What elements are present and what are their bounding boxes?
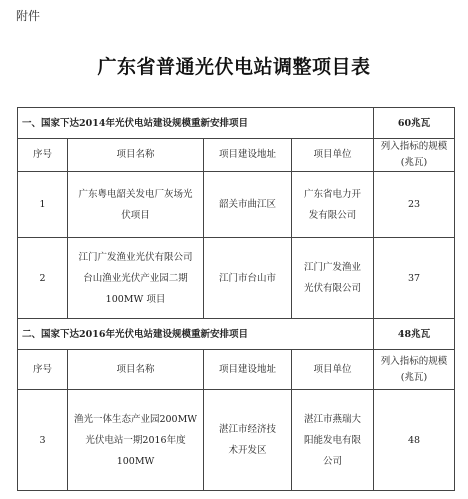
cell-project-name: 江门广发渔业光伏有限公司 台山渔业光伏产业园二期 100MW 项目 (68, 238, 204, 319)
table-row (18, 390, 455, 491)
column-header-row (18, 139, 455, 172)
cell-no: 2 (18, 238, 68, 319)
cell-address: 韶关市曲江区 (204, 172, 292, 238)
section-total: 60兆瓦 (374, 108, 455, 139)
table-row (18, 238, 455, 319)
col-header-address: 项目建设地址 (204, 139, 292, 172)
column-header-row (18, 350, 455, 390)
cell-unit: 江门广发渔业 光伏有限公司 (292, 238, 374, 319)
col-header-no: 序号 (18, 350, 68, 390)
col-header-address: 项目建设地址 (204, 350, 292, 390)
col-header-unit: 项目单位 (292, 350, 374, 390)
attachment-label: 附件 (16, 9, 41, 23)
cell-project-name: 广东粤电韶关发电厂灰场光 伏项目 (68, 172, 204, 238)
col-header-unit: 项目单位 (292, 139, 374, 172)
cell-address: 江门市台山市 (204, 238, 292, 319)
cell-project-name: 渔光一体生态产业园200MW 光伏电站一期2016年度 100MW (68, 390, 204, 491)
col-header-name: 项目名称 (68, 350, 204, 390)
cell-scale: 37 (374, 238, 455, 319)
col-header-scale: 列入指标的规模(兆瓦) (374, 350, 455, 390)
cell-scale: 23 (374, 172, 455, 238)
section-total: 48兆瓦 (374, 319, 455, 350)
cell-unit: 湛江市燕瑞大 阳能发电有限 公司 (292, 390, 374, 491)
cell-address: 湛江市经济技 术开发区 (204, 390, 292, 491)
table-row (18, 172, 455, 238)
cell-no: 3 (18, 390, 68, 491)
col-header-scale: 列入指标的规模(兆瓦) (374, 139, 455, 172)
col-header-name: 项目名称 (68, 139, 204, 172)
section-header-row (18, 108, 455, 139)
page-title: 广东省普通光伏电站调整项目表 (97, 56, 371, 78)
project-table (17, 107, 455, 491)
section-title: 一、国家下达2014年光伏电站建设规模重新安排项目 (18, 108, 374, 139)
col-header-no: 序号 (18, 139, 68, 172)
cell-scale: 48 (374, 390, 455, 491)
cell-no: 1 (18, 172, 68, 238)
section-header-row (18, 319, 455, 350)
section-title: 二、国家下达2016年光伏电站建设规模重新安排项目 (18, 319, 374, 350)
cell-unit: 广东省电力开 发有限公司 (292, 172, 374, 238)
